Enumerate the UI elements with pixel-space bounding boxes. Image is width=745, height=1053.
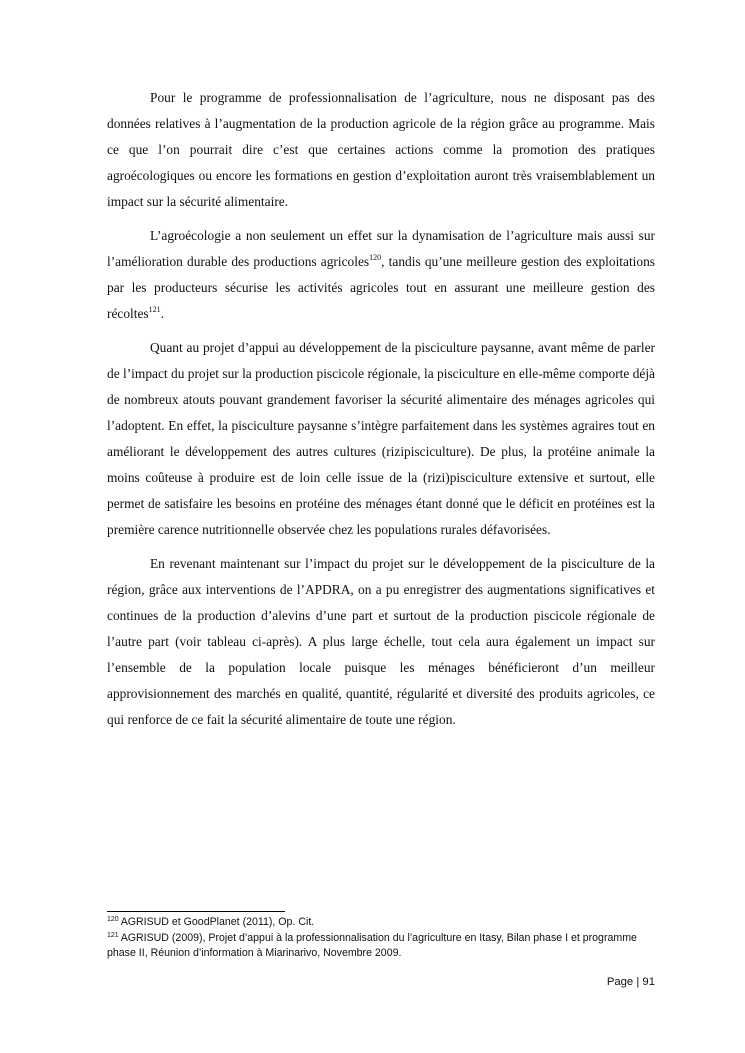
footnote — [107, 915, 655, 930]
body-text — [107, 85, 655, 741]
footnote-reference[interactable]: 121 — [148, 305, 161, 314]
footnote-text: AGRISUD et GoodPlanet (2011), Op. Cit. — [120, 916, 315, 928]
footnote-number: 121 — [107, 932, 119, 939]
footnotes — [107, 915, 655, 962]
footnote-text: AGRISUD (2009), Projet d’appui à la professionnalisation du l’agriculture en Itasy, Bilan phase I et programme phase II, Réunion d’information à Miarinarivo, Novembre 2009. — [107, 932, 637, 959]
paragraph-text: . — [160, 306, 164, 321]
paragraph-text: Quant au projet d’appui au développement de la pisciculture paysanne, avant même de parler de l’impact du projet sur la production piscicole régionale, la pisciculture en elle-même comporte déjà de nombreux atouts pouvant grandement favoriser la sécurité alimentaire des ménages agricoles qui l’adoptent. En effet, la pisciculture paysanne s’intègre parfaitement dans les systèmes agraires tout en améliorant le développement des autres cultures (rizipisciculture). De plus, la protéine animale la moins coûteuse à produire est de loin celle issue de la (rizi)pisciculture extensive et surtout, elle permet de satisfaire les besoins en protéine des ménages étant donné que le déficit en protéines est la première carence nutritionnelle observée chez les populations rurales défavorisées. — [107, 340, 655, 537]
footnote — [107, 931, 655, 961]
paragraph — [107, 551, 655, 733]
paragraph — [107, 223, 655, 327]
paragraph-text: En revenant maintenant sur l’impact du projet sur le développement de la pisciculture de la région, grâce aux interventions de l’APDRA, on a pu enregistrer des augmentations significatives et continues de la production d’alevins d’une part et surtout de la production piscicole régionale de l’autre part (voir tableau ci-après). A plus large échelle, tout cela aura également un impact sur l’ensemble de la population locale puisque les ménages bénéficieront d’un meilleur approvisionnement des marchés en qualité, quantité, régularité et diversité des produits agricoles, ce qui renforce de ce fait la sécurité alimentaire de toute une région. — [107, 556, 655, 727]
footnote-separator — [107, 911, 285, 912]
paragraph-text: L’agroécologie a non seulement un effet sur la dynamisation de l’agriculture mais aussi sur l’amélioration durable des productions agricoles — [107, 228, 655, 269]
paragraph-text: , tandis qu’une meilleure gestion des exploitations par les producteurs sécurise les activités agricoles tout en assurant une meilleure gestion des récoltes — [107, 254, 656, 321]
paragraph-text: Pour le programme de professionnalisation de l’agriculture, nous ne disposant pas des données relatives à l’augmentation de la production agricole de la région grâce au programme. Mais ce que l’on pourrait dire c’est que certaines actions comme la promotion des pratiques agroécologiques ou encore les formations en gestion d’exploitation auront très vraisemblablement un impact sur la sécurité alimentaire. — [107, 90, 655, 209]
footnote-reference[interactable]: 120 — [369, 253, 382, 262]
paragraph — [107, 85, 655, 215]
paragraph — [107, 335, 655, 543]
footnote-number: 120 — [107, 916, 119, 923]
page-number: Page | 91 — [606, 976, 655, 988]
